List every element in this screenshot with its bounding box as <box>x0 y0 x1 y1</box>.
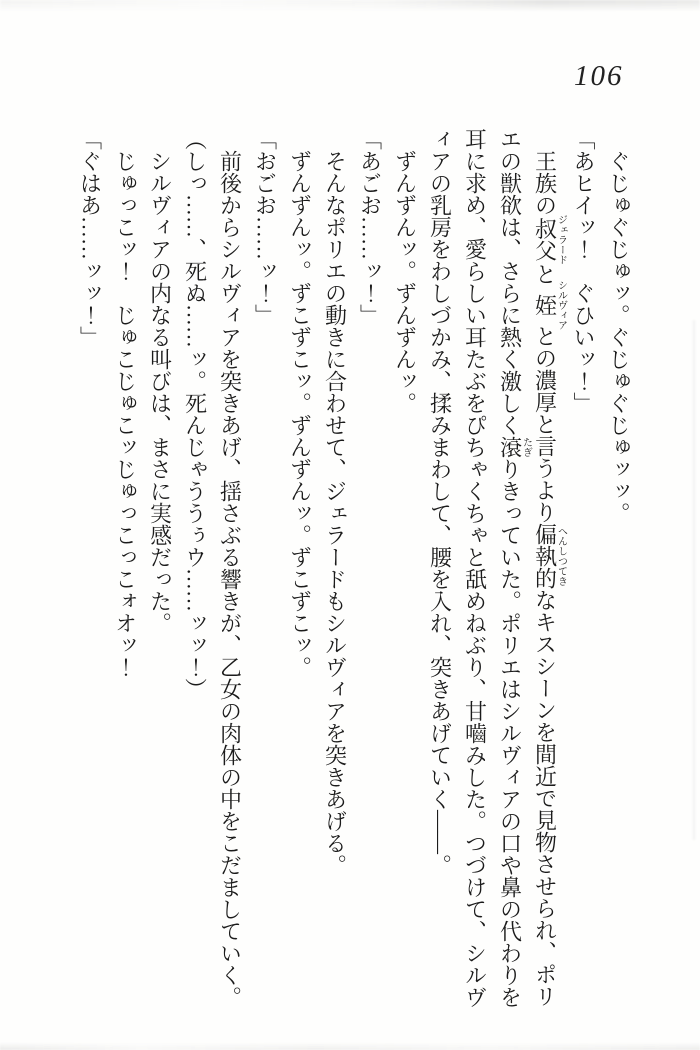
page-number: 106 <box>574 60 624 92</box>
furigana-annotated-word: 滾たぎ <box>497 436 532 458</box>
furigana-annotated-word: 叔父ジェラード <box>532 214 567 265</box>
paragraph-13: 「ぐはあ……ッッ！」 <box>77 128 103 348</box>
paragraph-6: そんなポリエの動きに合わせて、ジェラードもシルヴィアを突きあげる。 <box>322 150 348 876</box>
paragraph-8: 「おごお……ッ！」 <box>252 128 278 326</box>
page-crease <box>693 320 695 840</box>
paragraph-12: じゅっこッ！ じゅこじゅこッじゅっこっこォオッ！ <box>112 150 138 678</box>
paragraph-2: 「あヒイッ！ ぐひいッ！」 <box>571 128 596 414</box>
scan-artifact-top <box>0 0 700 12</box>
scan-artifact-bottom <box>0 1042 700 1050</box>
paragraph-1: ぐじゅぐじゅッ。ぐじゅぐじゅッッ。 <box>606 150 631 524</box>
paragraph-5: 「あごお……ッ！」 <box>357 128 383 326</box>
furigana-annotated-word: 姪シルヴィア <box>532 280 567 330</box>
furigana-annotated-word: 偏執的へんしつてき <box>532 523 567 589</box>
paragraph-9: 前後からシルヴィアを突きあげ、揺さぶる響きが、乙女の肉体の中をこだましていく。 <box>217 150 243 1008</box>
paragraph-11: シルヴィアの内なる叫びは、まさに実感だった。 <box>147 150 173 634</box>
paragraph-3: 王族の叔父ジェラードと姪シルヴィアとの濃厚と言うより偏執的へんしつてきなキスシーンを間近で見物させられ、ポリエの獣欲は、さらに熱く激しく滾たぎりきっていた。ポリエはシルヴィアの口や鼻の代わりを耳に求め、愛らしい耳たぶをぴちゃくちゃと舐めねぶり、甘嚙みした。つづけて、シルヴィアの乳房をわしづかみ、揉みまわして、腰を入れ、突きあげていく——。 <box>427 128 567 1008</box>
body-text <box>73 128 637 1010</box>
paragraph-4: ずんずんッ。ずんずんッ。 <box>392 150 418 414</box>
paragraph-7: ずんずんッ。ずこずこッ。ずんずんッ。ずこずこッ。 <box>287 150 313 678</box>
paragraph-10: （しっ……、死ぬ……ッ。死んじゃううぅウ……ッッ！） <box>182 128 208 700</box>
